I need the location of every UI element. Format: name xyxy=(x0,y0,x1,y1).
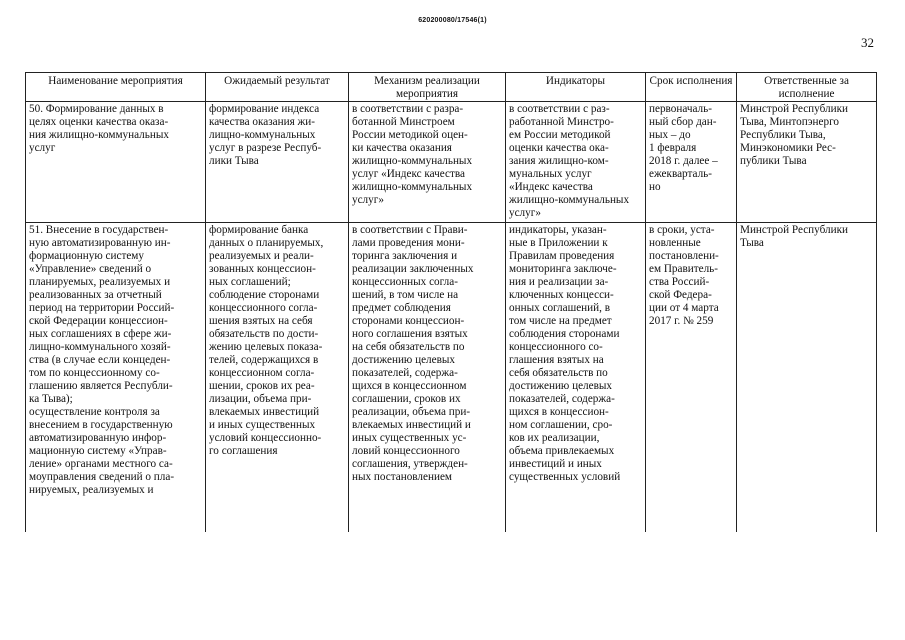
page-number: 32 xyxy=(861,35,874,50)
cell-text-line: ства Россий- xyxy=(649,276,710,288)
cell-text-line: онных соглашений, в xyxy=(509,302,611,314)
column-header-mechanism: Механизм реализации мероприятия xyxy=(349,73,506,102)
cell-text-line: в сроки, уста- xyxy=(649,224,715,236)
cell-text-line: но xyxy=(649,181,661,193)
cell-text-line: ных соглашениях в сфере жи- xyxy=(29,328,172,340)
cell-text-line: жению целевых показа- xyxy=(209,341,323,353)
cell-text-line: услуг» xyxy=(352,194,384,206)
cell-text-line: ства (в случае если концеден- xyxy=(29,354,171,366)
cell-text-line: ные в Приложении к xyxy=(509,237,608,249)
cell-text-line: ботанной Минстроем xyxy=(352,116,455,128)
cell-text-line: ном соглашении, сро- xyxy=(509,419,613,431)
cell-text-line: мунальных услуг xyxy=(509,168,592,180)
cell-text-line: ской Федера- xyxy=(649,289,712,301)
cell-responsible xyxy=(737,102,877,223)
cell-text-line: 2018 г. далее – xyxy=(649,155,718,167)
cell-text-line: в соответствии с раз- xyxy=(509,103,610,115)
cell-indicators xyxy=(506,102,646,223)
cell-text-line: «Управление» сведений о xyxy=(29,263,152,275)
cell-responsible xyxy=(737,223,877,533)
cell-text-line: соблюдения сторонами xyxy=(509,328,620,340)
cell-text-line: лищно-коммунальных xyxy=(209,129,316,141)
cell-text-line: Минэкономики Рес- xyxy=(740,142,836,154)
cell-text-line: моуправления сведений о пла- xyxy=(29,471,175,483)
cell-text-line: показателей, содержа- xyxy=(352,367,458,379)
cell-text-line: публики Тыва xyxy=(740,155,807,167)
cell-mechanism xyxy=(349,102,506,223)
cell-term xyxy=(646,223,737,533)
cell-text-line: Правилам проведения xyxy=(509,250,615,262)
cell-text-line: влекаемых инвестиций xyxy=(209,406,320,418)
cell-text-line: показателей, содержа- xyxy=(509,393,615,405)
cell-text-line: обязательств по дости- xyxy=(209,328,319,340)
cell-text-line: щихся в концессионном xyxy=(352,380,467,392)
cell-text-line: планируемых, реализуемых и xyxy=(29,276,171,288)
cell-text-line: внесением в государственную xyxy=(29,419,173,431)
cell-text-line: работанной Минстро- xyxy=(509,116,614,128)
cell-text-line: формирование индекса xyxy=(209,103,320,115)
cell-text-line: концессионного со- xyxy=(509,341,603,353)
cell-text-line: сторонами концессион- xyxy=(352,315,465,327)
cell-text-line: данных о планируемых, xyxy=(209,237,324,249)
column-header-responsible: Ответственные за исполнение xyxy=(737,73,877,102)
cell-text-line: услуг в разрезе Респуб- xyxy=(209,142,322,154)
cell-text-line: ков их реализации, xyxy=(509,432,600,444)
cell-text-line: лищно-коммунального хозяй- xyxy=(29,341,171,353)
cell-text-line: достижению целевых xyxy=(352,354,455,366)
column-header-measure: Наименование мероприятия xyxy=(26,73,206,102)
cell-text-line: ции от 4 марта xyxy=(649,302,719,314)
cell-text-line: себя обязательств по xyxy=(509,367,608,379)
cell-text-line: реализуемых и реали- xyxy=(209,250,314,262)
cell-text-line: го соглашения xyxy=(209,445,278,457)
cell-text-line: ежекварталь- xyxy=(649,168,712,180)
cell-text-line: услуг «Индекс качества xyxy=(352,168,465,180)
cell-text-line: в соответствии с Прави- xyxy=(352,224,468,236)
cell-text-line: концессионного согла- xyxy=(209,302,318,314)
cell-text-line: формационную систему xyxy=(29,250,144,262)
document-id: 620200080/17546(1) xyxy=(418,17,487,24)
cell-result xyxy=(206,102,349,223)
cell-text-line: Тыва xyxy=(740,237,764,249)
cell-measure xyxy=(26,223,206,533)
cell-text-line: ного соглашения взятых xyxy=(352,328,468,340)
cell-text-line: ем Правитель- xyxy=(649,263,719,275)
cell-text-line: ных – до xyxy=(649,129,691,141)
cell-text-line: условий концессионно- xyxy=(209,432,322,444)
cell-text-line: «Индекс качества xyxy=(509,181,593,193)
cell-text-line: объема привлекаемых xyxy=(509,445,615,457)
table-row xyxy=(26,102,877,223)
cell-text-line: концессионных согла- xyxy=(352,276,458,288)
cell-text-line: ключенных концесси- xyxy=(509,289,614,301)
cell-text-line: новленные xyxy=(649,237,701,249)
cell-text-line: лами проведения мони- xyxy=(352,237,465,249)
cell-text-line: шении, сроков их реа- xyxy=(209,380,315,392)
cell-text-line: 51. Внесение в государствен- xyxy=(29,224,169,236)
cell-text-line: ных постановлением xyxy=(352,471,452,483)
cell-text-line: влекаемых инвестиций и xyxy=(352,419,471,431)
cell-result xyxy=(206,223,349,533)
cell-text-line: Минстрой Республики xyxy=(740,103,849,115)
cell-text-line: зания жилищно-ком- xyxy=(509,155,609,167)
cell-text-line: достижению целевых xyxy=(509,380,612,392)
cell-text-line: соглашении, сроков их xyxy=(352,393,461,405)
cell-text-line: на себя обязательств по xyxy=(352,341,465,353)
cell-measure xyxy=(26,102,206,223)
cell-text-line: услуг» xyxy=(509,207,541,219)
table-row xyxy=(26,223,877,533)
cell-text-line: ную автоматизированную ин- xyxy=(29,237,171,249)
cell-text-line: том числе на предмет xyxy=(509,315,612,327)
cell-text-line: глашения взятых на xyxy=(509,354,604,366)
cell-text-line: услуг xyxy=(29,142,56,154)
cell-text-line: период на территории Россий- xyxy=(29,302,175,314)
cell-text-line: ния и реализации за- xyxy=(509,276,609,288)
cell-text-line: реализации заключенных xyxy=(352,263,474,275)
cell-text-line: ка Тыва); xyxy=(29,393,73,405)
cell-text-line: лики Тыва xyxy=(209,155,259,167)
cell-text-line: ния жилищно-коммунальных xyxy=(29,129,169,141)
cell-text-line: зованных концессион- xyxy=(209,263,316,275)
cell-text-line: ки качества оказания xyxy=(352,142,452,154)
cell-text-line: ем России методикой xyxy=(509,129,611,141)
cell-text-line: ных соглашений; xyxy=(209,276,291,288)
cell-mechanism xyxy=(349,223,506,533)
cell-text-line: жилищно-коммунальных xyxy=(509,194,630,206)
column-header-result: Ожидаемый результат xyxy=(206,73,349,102)
cell-text-line: автоматизированную инфор- xyxy=(29,432,167,444)
cell-text-line: шений, в том числе на xyxy=(352,289,459,301)
cell-text-line: том по концессионному со- xyxy=(29,367,160,379)
measures-table xyxy=(25,72,877,532)
cell-text-line: Республики Тыва, xyxy=(740,129,826,141)
cell-text-line: в соответствии с разра- xyxy=(352,103,464,115)
cell-text-line: глашению является Республи- xyxy=(29,380,173,392)
cell-text-line: соглашения, утвержден- xyxy=(352,458,468,470)
cell-text-line: предмет соблюдения xyxy=(352,302,451,314)
column-header-indicators: Индикаторы xyxy=(506,73,646,102)
cell-text-line: иных существенных ус- xyxy=(352,432,467,444)
cell-text-line: 1 февраля xyxy=(649,142,697,154)
cell-text-line: реализации, объема при- xyxy=(352,406,471,418)
cell-text-line: оценки качества ока- xyxy=(509,142,609,154)
cell-text-line: телей, содержащихся в xyxy=(209,354,319,366)
column-header-term: Срок исполнения xyxy=(646,73,737,102)
cell-indicators xyxy=(506,223,646,533)
cell-text-line: целях оценки качества оказа- xyxy=(29,116,169,128)
cell-text-line: ление» органами местного са- xyxy=(29,458,173,470)
cell-text-line: инвестиций и иных xyxy=(509,458,602,470)
cell-text-line: Минстрой Республики xyxy=(740,224,849,236)
cell-text-line: концессионном согла- xyxy=(209,367,315,379)
cell-text-line: ской Федерации концессион- xyxy=(29,315,168,327)
cell-text-line: соблюдение сторонами xyxy=(209,289,320,301)
cell-text-line: мониторинга заключе- xyxy=(509,263,617,275)
cell-text-line: существенных условий xyxy=(509,471,621,483)
cell-text-line: жилищно-коммунальных xyxy=(352,155,473,167)
cell-term xyxy=(646,102,737,223)
cell-text-line: первоначаль- xyxy=(649,103,712,115)
cell-text-line: осуществление контроля за xyxy=(29,406,160,418)
cell-text-line: формирование банка xyxy=(209,224,309,236)
cell-text-line: нируемых, реализуемых и xyxy=(29,484,154,496)
cell-text-line: качества оказания жи- xyxy=(209,116,315,128)
cell-text-line: Тыва, Минтопэнерго xyxy=(740,116,839,128)
cell-text-line: шения взятых на себя xyxy=(209,315,313,327)
cell-text-line: лизации, объема при- xyxy=(209,393,312,405)
cell-text-line: торинга заключения и xyxy=(352,250,458,262)
cell-text-line: постановлени- xyxy=(649,250,719,262)
cell-text-line: и иных существенных xyxy=(209,419,316,431)
cell-text-line: ный сбор дан- xyxy=(649,116,717,128)
cell-text-line: реализованных за отчетный xyxy=(29,289,162,301)
cell-text-line: щихся в концессион- xyxy=(509,406,609,418)
cell-text-line: России методикой оцен- xyxy=(352,129,468,141)
cell-text-line: ловий концессионного xyxy=(352,445,460,457)
cell-text-line: жилищно-коммунальных xyxy=(352,181,473,193)
cell-text-line: индикаторы, указан- xyxy=(509,224,607,236)
cell-text-line: 50. Формирование данных в xyxy=(29,103,164,115)
cell-text-line: мационную систему «Управ- xyxy=(29,445,167,457)
cell-text-line: 2017 г. № 259 xyxy=(649,315,714,327)
table-header-row xyxy=(26,73,877,102)
